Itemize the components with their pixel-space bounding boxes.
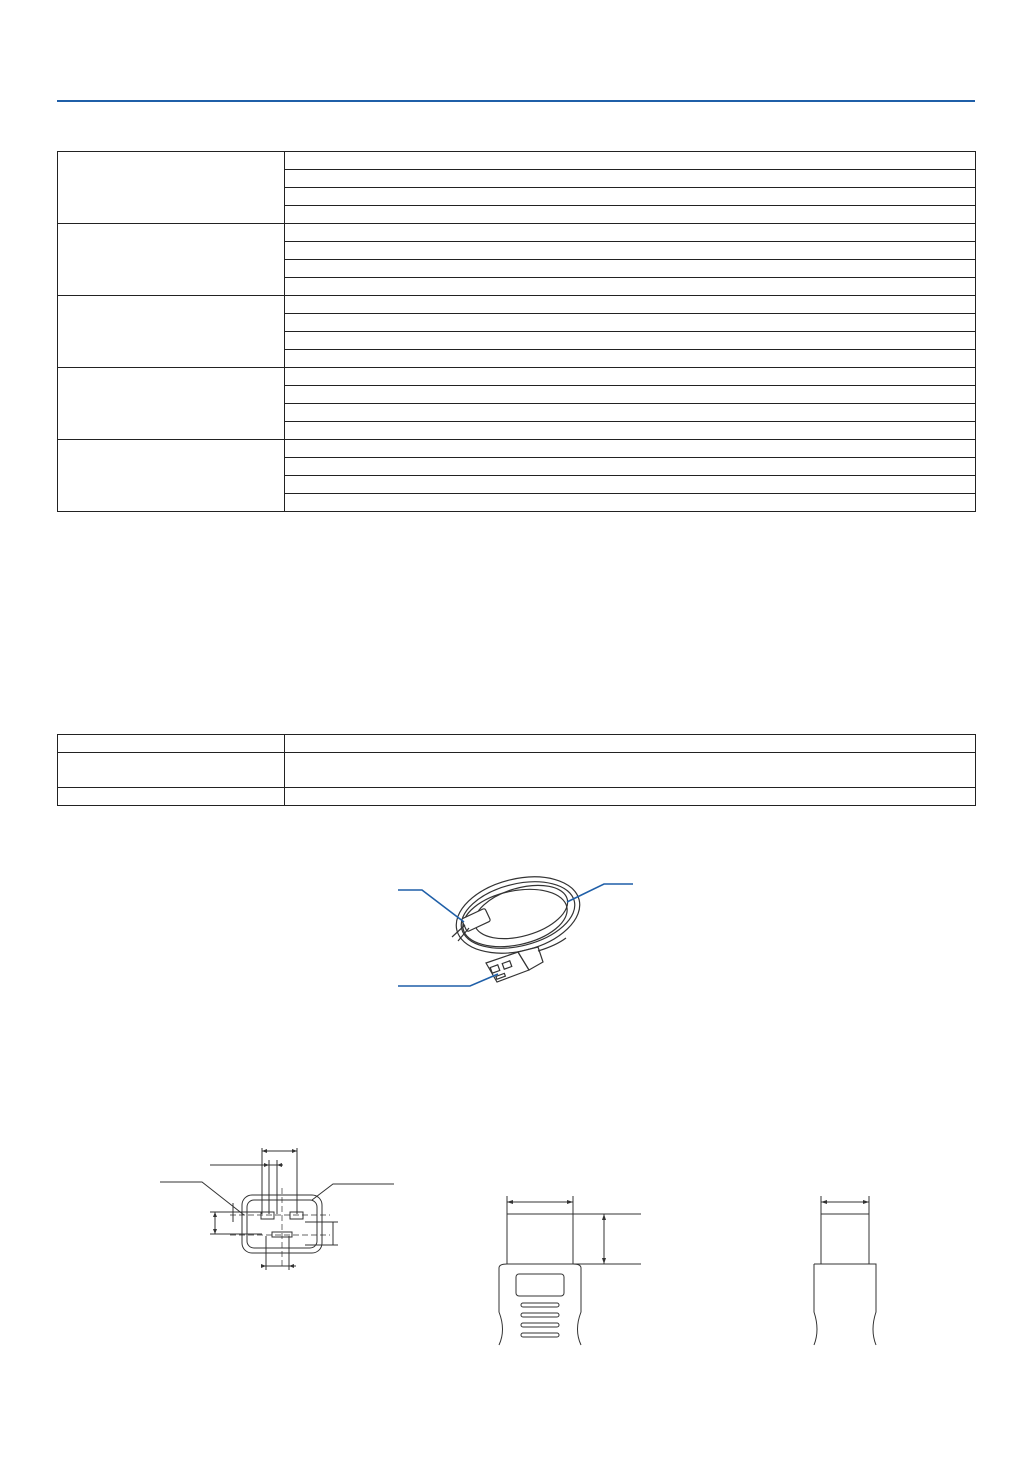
plug-side-drawing xyxy=(499,1196,641,1345)
connector-face-arrows xyxy=(213,1149,297,1268)
connector-face-drawing xyxy=(210,1148,338,1270)
plug-side-arrows xyxy=(507,1200,606,1264)
plug-small xyxy=(452,908,491,941)
plug-end-drawing xyxy=(814,1196,876,1345)
power-cord-illustration xyxy=(448,865,588,982)
